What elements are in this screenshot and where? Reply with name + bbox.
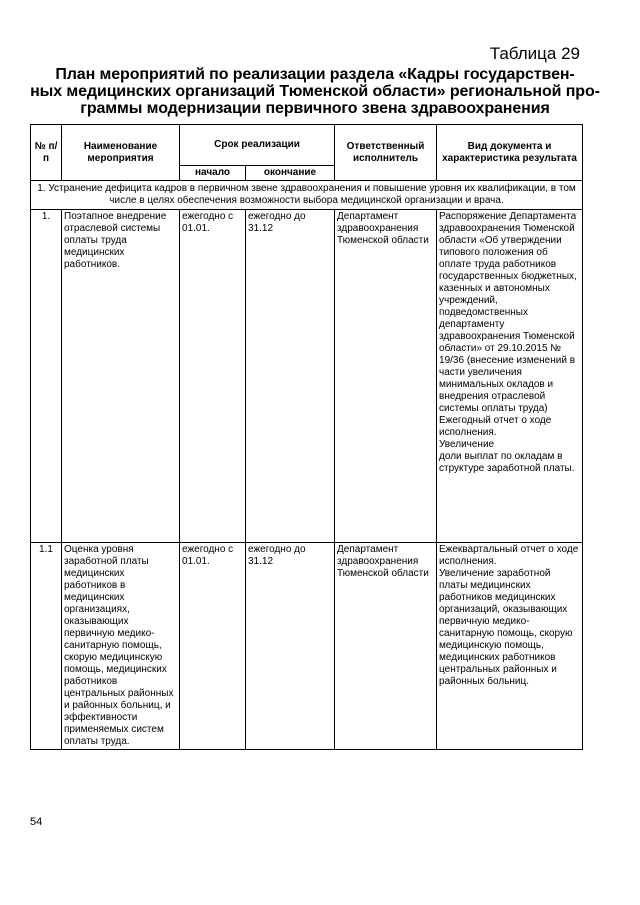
row-doc xyxy=(437,543,583,750)
header-executor: Ответственный исполнитель xyxy=(335,125,437,181)
row-doc xyxy=(437,210,583,543)
table-label: Таблица 29 xyxy=(489,44,580,63)
header-end: окончание xyxy=(246,166,335,181)
header-num: № п/п xyxy=(31,125,62,181)
row-num: 1.1 xyxy=(31,543,62,750)
row-executor: Департамент здравоохранения Тюменской области xyxy=(335,210,437,543)
title-line: План мероприятий по реализации раздела «Кадры государствен- xyxy=(55,66,575,83)
doc-line: Ежеквартальный отчет о ходе исполнения. xyxy=(439,544,579,567)
table-row xyxy=(31,210,583,543)
doc-line: Увеличение заработной платы медицинских работников медицинских организаций, оказывающих первичную медико-санитарную помощь, скорую медицинскую помощь, медицинских работников центральных районных и районных больниц. xyxy=(439,568,573,687)
title-line: ных медицинских организаций Тюменской области» региональной про- xyxy=(30,83,600,100)
doc-line: Распоряжение Департамента здравоохранения Тюменской области «Об утверждении типового положения об оплате труда работников государственных бюджетных, казенных и автономных учреждений, подведомственных департаменту здравоохранения Тюменской области» от 29.10.2015 № 19/36 (внесение изменений в части увеличения минимальных окладов и внедрения отраслевой системы оплаты труда) xyxy=(439,211,577,414)
row-name: Поэтапное внедрение отраслевой системы оплаты труда медицинских работников. xyxy=(62,210,180,543)
header-period: Срок реализации xyxy=(180,125,335,166)
header-start: начало xyxy=(180,166,246,181)
row-start: ежегодно с 01.01. xyxy=(180,210,246,543)
page-number: 54 xyxy=(30,816,43,828)
header-doc: Вид документа и характеристика результата xyxy=(437,125,583,181)
row-num: 1. xyxy=(31,210,62,543)
title-line: граммы модернизации первичного звена здравоохранения xyxy=(80,100,550,117)
row-end: ежегодно до 31.12 xyxy=(246,543,335,750)
row-name: Оценка уровня заработной платы медицинских работников в медицинских организациях, оказывающих первичную медико-санитарную помощь, скорую медицинскую помощь, медицинских работников центральных районных и районных больниц, и эффективности применяемых систем оплаты труда. xyxy=(62,543,180,750)
header-name: Наименование мероприятия xyxy=(62,125,180,181)
doc-line: Ежегодный отчет о ходе исполнения. xyxy=(439,415,552,438)
row-executor: Департамент здравоохранения Тюменской области xyxy=(335,543,437,750)
table-row xyxy=(31,543,583,750)
section-heading: 1. Устранение дефицита кадров в первичном звене здравоохранения и повышение уровня их квалификации, в том числе в целях обеспечения возможности выбора медицинской организации и врача. xyxy=(31,181,583,210)
doc-line: Увеличение xyxy=(439,439,495,450)
doc-line: доли выплат по окладам в структуре заработной платы. xyxy=(439,451,575,474)
measures-table xyxy=(30,124,583,750)
document-title xyxy=(30,66,600,117)
row-start: ежегодно с 01.01. xyxy=(180,543,246,750)
row-end: ежегодно до 31.12 xyxy=(246,210,335,543)
